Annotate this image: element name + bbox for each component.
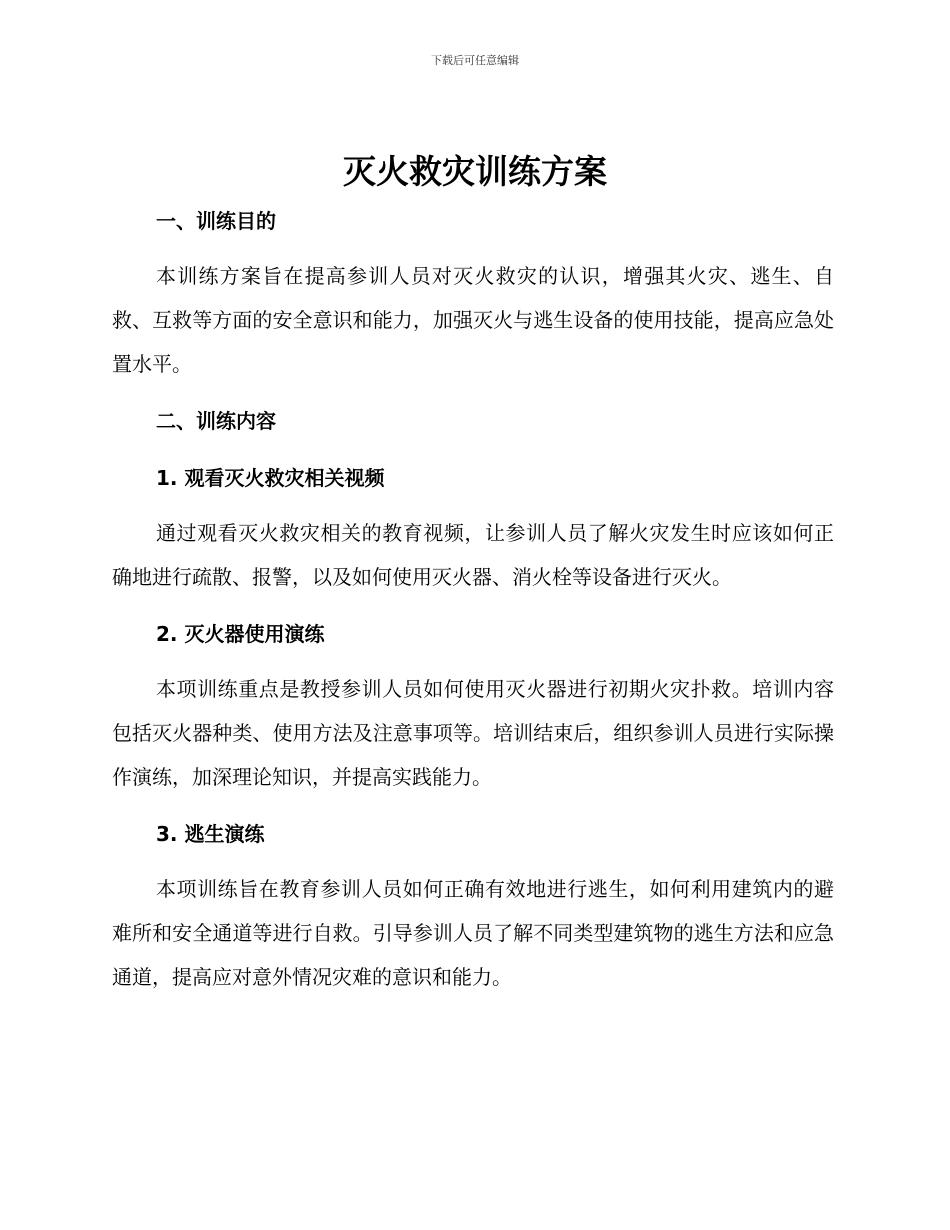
- subsection-heading-escape: 3. 逃生演练: [156, 822, 265, 846]
- section-heading-objective: 一、训练目的: [156, 209, 276, 233]
- paragraph-extinguisher: 本项训练重点是教授参训人员如何使用灭火器进行初期火灾扑救。培训内容包括灭火器种类、使用方法及注意事项等。培训结束后，组织参训人员进行实际操作演练，加深理论知识，并提高实践能力。: [112, 677, 834, 789]
- document-title: 灭火救灾训练方案: [343, 152, 607, 191]
- paragraph-objective: 本训练方案旨在提高参训人员对灭火救灾的认识，增强其火灾、逃生、自救、互救等方面的安全意识和能力，加强灭火与逃生设备的使用技能，提高应急处置水平。: [112, 264, 834, 376]
- subsection-heading-extinguisher: 2. 灭火器使用演练: [156, 622, 325, 646]
- page-header: 下载后可任意编辑: [431, 54, 519, 67]
- subsection-heading-video: 1. 观看灭火救灾相关视频: [156, 466, 385, 490]
- paragraph-escape: 本项训练旨在教育参训人员如何正确有效地进行逃生，如何利用建筑内的避难所和安全通道等进行自救。引导参训人员了解不同类型建筑物的逃生方法和应急通道，提高应对意外情况灾难的意识和能力。: [112, 877, 834, 989]
- section-heading-content: 二、训练内容: [156, 409, 276, 433]
- paragraph-video: 通过观看灭火救灾相关的教育视频，让参训人员了解火灾发生时应该如何正确地进行疏散、报警，以及如何使用灭火器、消火栓等设备进行灭火。: [112, 521, 834, 589]
- document-body: [112, 200, 834, 999]
